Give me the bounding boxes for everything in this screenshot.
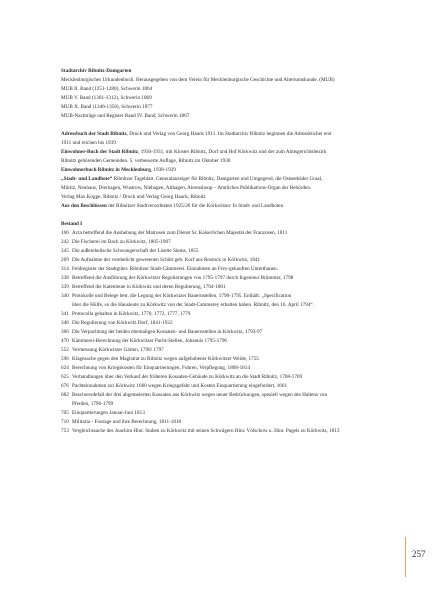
entry-text: Die Fischerei im Bach zu Körkwitz, 1805-1907	[72, 239, 171, 245]
reference-text: , Druck und Verlag von Georg Haack 1911. Im Stadtarchiv Ribnitz beginnen die Adressbücher erst	[126, 131, 332, 137]
bestand-entry	[61, 283, 381, 292]
entry-number: 341	[61, 311, 69, 317]
reference-title: „Stadt- und Landbote“	[61, 176, 113, 182]
entry-text: Die Aufnahme der verehelicht gewesenen Schütt geb. Korf aus Rostock in Körkwitz, 1841	[72, 257, 261, 263]
reference-title: Einwohner-Buch der Stadt Ribnitz	[61, 149, 139, 155]
entry-text: Kämmerei-Berechnung der Körkwitzer Pacht-Stellen, Johannis 1795-1796	[72, 338, 228, 344]
entry-text: Klagesache gegen den Magistrat zu Ribnitz wegen aufgehobener Körkwitzer Weide, 1755	[72, 356, 259, 362]
entry-text: Betreffend die Katenleute in Körkwitz und deren Regulierung, 1764-1801	[72, 284, 226, 290]
reference-line	[61, 130, 381, 139]
bestand-entry	[61, 373, 381, 382]
bestand-entry	[61, 427, 381, 436]
entry-text: Pachteinnahmen zur Körkwitz 1660 wegen Kriegsgefahr und Kosten Einquartierung eingefordert, 1661	[72, 383, 288, 389]
page-number-rule	[405, 537, 406, 577]
entry-number: 339	[61, 284, 69, 290]
entry-text: Protokolle und Belege betr. die Legung der Körkwitzer Bauernstellen, 1790-1795. Enthält: „Specification	[72, 293, 292, 299]
source-line: MUB X. Band (1346-1350), Schwerin 1877	[61, 104, 153, 110]
entry-continuation: über die Hülfe, so die Hausleute zu Körkwitz von der Stadt-Cammerey erhalten haben. Ribnitz, den 16. April 1794“.	[72, 302, 315, 308]
reference-title: Einwohnerbuch Ribnitz in Mecklenburg	[61, 167, 151, 173]
entry-text: Betreffend die Ausführung der Körkwitzer Regulierungen von 1795-1797 durch Ingenieur Brümmer, 1798	[72, 275, 294, 281]
bestand-entry	[61, 337, 381, 346]
entry-number: 596	[61, 356, 69, 362]
entry-number: 338	[61, 275, 69, 281]
entry-number: 624	[61, 365, 69, 371]
bestand-entry	[61, 364, 381, 373]
entry-text: Einquartierungen Januar-Juni 1813	[72, 410, 145, 416]
reference-line	[61, 148, 381, 157]
entry-text: Militaria - Fourage und ihre Berechnung, 1811-1818	[72, 419, 182, 425]
reference-text: Müritz, Neuhaus, Dierhagen, Wustrow, Niehagen, Althagen, Ahrenshoop – Amtliches Publikations-Organ der Behörden.	[61, 185, 312, 191]
entry-text: Verhandlungen über den Verkauf der früheren Kossaten-Gebäude zu Körkwitz an die Stadt Ribnitz, 1768-1769	[72, 374, 303, 380]
entry-text: Berechnung von Kriegskosten für Einquartierungen, Fuhren, Verpflegung, 1808-1814	[72, 365, 250, 371]
source-line: MUB V. Band (1301-1312), Schwerin 1869	[61, 95, 152, 101]
bestand-entry	[61, 418, 381, 427]
entry-number: 340	[61, 293, 69, 299]
reference-title: Aus den Beschlüssen	[61, 203, 107, 209]
bestand-entry	[61, 292, 381, 301]
reference-title: Adressbuch der Stadt Ribnitz	[61, 131, 127, 137]
reference-text: , 1930-1931, mit Kloster Ribnitz, Dorf und Hof Körkwitz und der zum Amtsgerichtsbezirk	[138, 149, 327, 155]
entry-text: Vergleichssache des Joachim Hinr. Staben zu Körkwitz mit seinen Schwägern Hinr. Völschow u. Hinr. Pagels zu Körkwitz, 1813	[72, 428, 340, 434]
entry-text: Protocolla gehalten in Körkwitz, 1770, 1772, 1777, 1779	[72, 311, 191, 317]
reference-text: der Ribnitzer Stadtverordneten 1925/26 für die Körkwitzer. In Stadt- und Landboten.	[106, 203, 285, 209]
bestand-entry	[61, 310, 381, 319]
entry-number: 552	[61, 347, 69, 353]
entry-number: 366	[61, 329, 69, 335]
bestand-entry-list	[61, 229, 381, 436]
reference-line	[61, 166, 381, 175]
entry-text: Beschwerdefall der drei abgemeierten Kossaten aus Körkwitz wegen neuer Bedrückungen, speziell wegen des Haltens von	[72, 392, 328, 398]
reference-line	[61, 184, 381, 193]
bestand-entry	[61, 319, 381, 328]
reference-text: Verlag Max Kogge, Ribnitz / Druck und Verlag Georg Haack, Ribnitz	[61, 194, 206, 200]
entry-number: 314	[61, 266, 69, 272]
entry-text: Die außerehelische Schwangerschaft der Lisette Siems, 1855	[72, 248, 199, 254]
page-content	[61, 67, 381, 436]
entry-number: 242	[61, 239, 69, 245]
bestand-entry	[61, 409, 381, 418]
spacer	[61, 121, 381, 130]
bestand-entry	[61, 346, 381, 355]
source-line: MUB II. Band (1251-1280), Schwerin 1864	[61, 86, 153, 92]
reference-list	[61, 130, 381, 211]
reference-line	[61, 139, 381, 148]
entry-number: 346	[61, 320, 69, 326]
entry-number: 166	[61, 230, 69, 236]
bestand-entry	[61, 355, 381, 364]
entry-number: 470	[61, 338, 69, 344]
entry-continuation: Pferden, 1796-1799	[72, 401, 114, 407]
entry-number: 710	[61, 419, 69, 425]
reference-text: Ribnitz gehörenden Gemeinden. 5. verbesserte Auflage, Ribnitz im Oktober 1930	[61, 158, 231, 164]
reference-text: Ribnitzer Tageblatt. Generalanzeiger für Ribnitz, Damgarten und Umgegend, die Ostseebäder Graal,	[112, 176, 323, 182]
reference-line	[61, 157, 381, 166]
entry-number: 682	[61, 392, 69, 398]
page-number: 257	[412, 549, 426, 559]
entry-text: Die Regulierung von Körkwitz Dorf, 1841-1922	[72, 320, 173, 326]
reference-line	[61, 202, 381, 211]
entry-number: 676	[61, 383, 69, 389]
bestand-entry	[61, 382, 381, 391]
bestand-entry	[61, 328, 381, 337]
source-line: Mecklenburgisches Urkundenbuch. Herausgegeben von dem Verein für Mecklenburgische Geschichte und Altertumskunde. (MUB)	[61, 77, 335, 83]
entry-number: 269	[61, 257, 69, 263]
entry-number: 245	[61, 248, 69, 254]
entry-number: 753	[61, 428, 69, 434]
entry-text: Vermessung Körkwitzer Gärten, 1790/ 1797	[72, 347, 164, 353]
entry-number: 705	[61, 410, 69, 416]
bestand-entry	[61, 229, 381, 238]
reference-text: 1911 und reichen bis 1939	[61, 140, 116, 146]
section-heading-bestand: Bestand I	[61, 221, 83, 227]
bestand-entry	[61, 391, 381, 400]
entry-text: Feldregister der Stadtgüter. Ribnitzer Stadt-Cämmerei. Einnahmen an Frey-gekauften Unterthanen.	[72, 266, 278, 272]
bestand-entry	[61, 238, 381, 247]
reference-line	[61, 175, 381, 184]
bestand-entry	[61, 265, 381, 274]
reference-line	[61, 193, 381, 202]
bestand-entry	[61, 247, 381, 256]
reference-text: , 1938-1939	[150, 167, 176, 173]
bestand-entry	[61, 274, 381, 283]
spacer	[61, 211, 381, 220]
entry-number: 625	[61, 374, 69, 380]
source-line: MUB-Nachträge und Register Band IV. Band, Schwerin 1867	[61, 113, 190, 119]
entry-text: Die Verpachtung der beiden ehemaligen Kossaten- und Bauernstellen in Körkwitz, 1793-97	[72, 329, 263, 335]
bestand-entry	[61, 256, 381, 265]
section-heading-stadtarchiv: Stadtarchiv Ribnitz-Damgarten	[61, 68, 132, 74]
entry-text: Acta betreffend die Aushebung der Matrosen zum Dienst Sr. Kaiserlichen Majestät der Franzosen, 1811	[72, 230, 288, 236]
